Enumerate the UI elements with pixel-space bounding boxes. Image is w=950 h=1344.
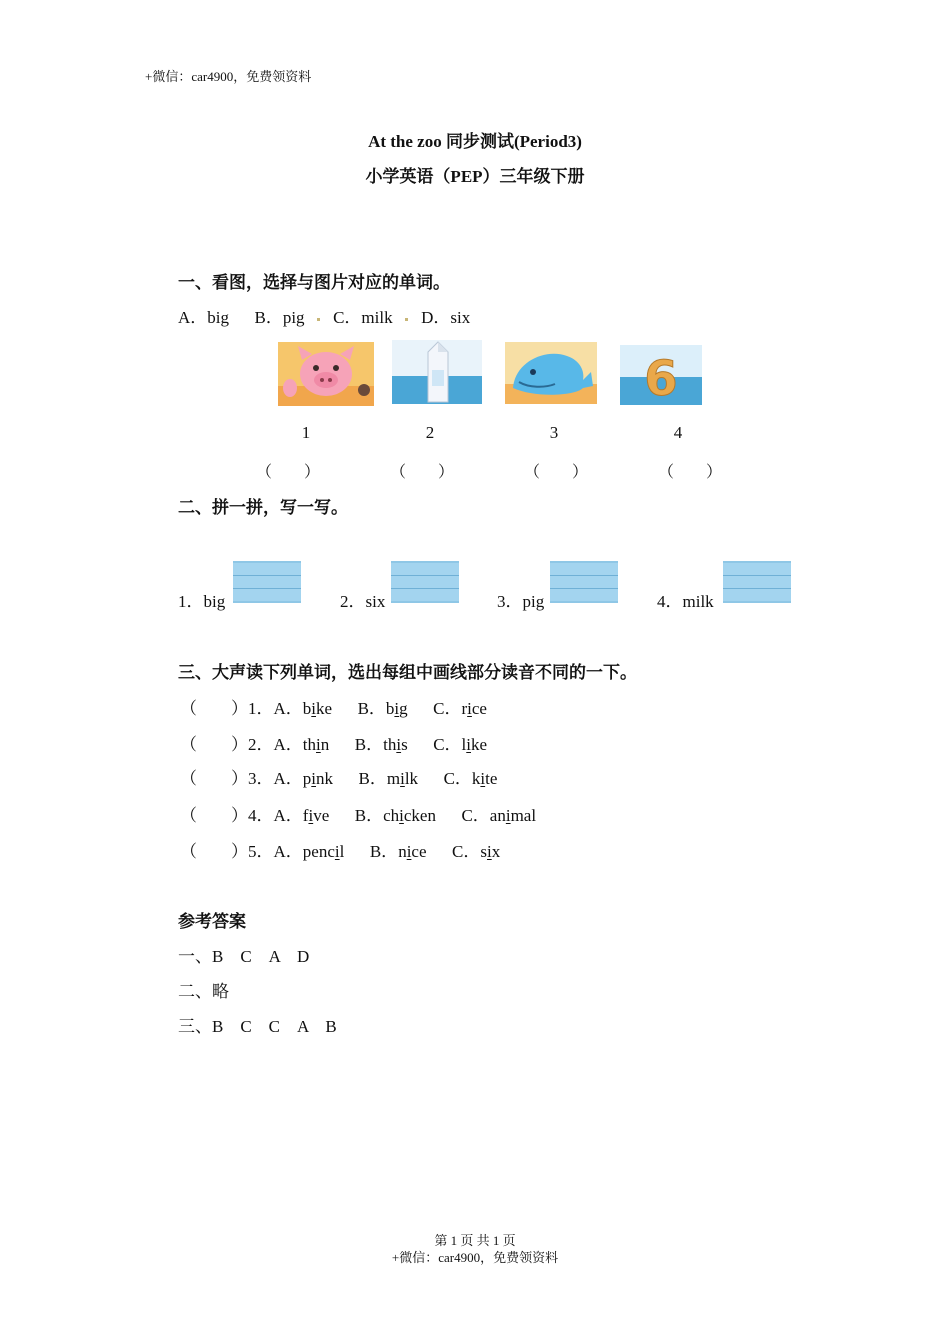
spell-item-1: 1．big <box>178 592 226 611</box>
answer-blank[interactable]: （ ） <box>180 735 248 754</box>
whale-picture <box>505 342 597 404</box>
picture-number-2: 2 <box>425 423 435 442</box>
answer-blank[interactable]: （ ） <box>180 806 248 825</box>
answer-blank[interactable]: （ ） <box>180 769 248 788</box>
answers-heading: 参考答案 <box>178 912 246 931</box>
spell-item-2: 2．six <box>340 592 386 611</box>
option-c: C．milk <box>333 308 393 327</box>
section3-heading: 三、大声读下列单词，选出每组中画线部分读音不同的一下。 <box>178 663 637 682</box>
answer-blank[interactable]: （ ） <box>180 842 248 861</box>
spell-item-3: 3．pig <box>497 592 545 611</box>
option-d: D．six <box>421 308 471 327</box>
pig-picture <box>278 342 374 406</box>
answer-blank-2[interactable]: （ ） <box>390 464 455 481</box>
spell-item-4: 4．milk <box>657 592 714 611</box>
svg-text:6: 6 <box>644 351 678 405</box>
writing-lines-1[interactable] <box>233 561 301 603</box>
page-title: At the zoo 同步测试(Period3) <box>368 132 582 151</box>
page-subtitle: 小学英语（PEP）三年级下册 <box>365 167 585 186</box>
mark-dot <box>317 318 320 321</box>
answer-blank[interactable]: （ ） <box>180 699 248 718</box>
answers-line-2: 二、略 <box>178 982 229 1001</box>
phonics-row-1: （ ）1．A．bike B．big C．rice <box>180 699 487 718</box>
answer-blank-4[interactable]: （ ） <box>658 464 723 481</box>
answer-blank-1[interactable]: （ ） <box>256 464 321 481</box>
picture-number-1: 1 <box>301 423 311 442</box>
six-picture <box>620 345 702 405</box>
section1-heading: 一、看图，选择与图片对应的单词。 <box>178 273 450 292</box>
picture-number-3: 3 <box>549 423 559 442</box>
option-a: A．big <box>178 308 229 327</box>
answers-line-1: 一、B C A D <box>178 947 310 966</box>
picture-number-4: 4 <box>673 423 683 442</box>
option-b: B．pig <box>254 308 305 327</box>
writing-lines-2[interactable] <box>391 561 459 603</box>
page-number: 第 1 页 共 1 页 <box>434 1233 516 1248</box>
footer-note: +微信：car4900，免费领资料 <box>391 1250 559 1265</box>
phonics-row-5: （ ）5．A．pencil B．nice C．six <box>180 842 501 861</box>
phonics-row-2: （ ）2．A．thin B．this C．like <box>180 735 488 754</box>
section2-heading: 二、拼一拼，写一写。 <box>178 498 348 517</box>
writing-lines-3[interactable] <box>550 561 618 603</box>
answer-blank-3[interactable]: （ ） <box>524 464 589 481</box>
phonics-row-3: （ ）3．A．pink B．milk C．kite <box>180 769 498 788</box>
writing-lines-4[interactable] <box>723 561 791 603</box>
phonics-row-4: （ ）4．A．five B．chicken C．animal <box>180 806 537 825</box>
milk-picture <box>392 340 482 404</box>
answers-line-3: 三、B C C A B <box>178 1017 337 1036</box>
section1-options <box>178 303 470 328</box>
header-note: +微信：car4900，免费领资料 <box>145 69 312 84</box>
mark-dot <box>405 318 408 321</box>
